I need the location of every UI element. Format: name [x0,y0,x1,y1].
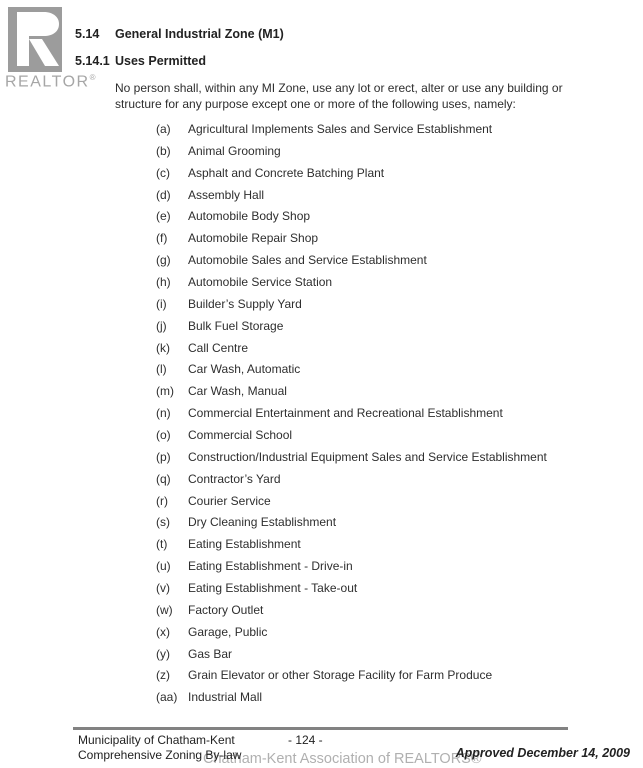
use-letter: (u) [156,559,171,574]
use-item [156,625,596,647]
use-letter: (p) [156,449,171,464]
use-item [156,297,596,319]
footer-org-line2: Comprehensive Zoning By-law [78,748,242,762]
use-label: Automobile Body Shop [188,209,311,224]
use-letter: (o) [156,428,171,443]
use-label: Construction/Industrial Equipment Sales and Service Establishment [188,449,547,464]
use-letter: (i) [156,296,167,311]
section-heading-primary [75,27,284,41]
footer-org-line1: Municipality of Chatham-Kent [78,733,235,747]
use-item [156,188,596,210]
use-letter: (a) [156,122,171,136]
use-label: Animal Grooming [188,143,281,158]
use-label: Commercial Entertainment and Recreational Establishment [188,406,503,421]
use-item [156,253,596,275]
use-letter: (s) [156,515,170,530]
use-letter: (e) [156,209,171,224]
use-item [156,384,596,406]
use-label: Automobile Repair Shop [188,231,319,246]
use-label: Industrial Mall [188,690,263,705]
realtor-r-icon [8,7,62,72]
realtor-logo-text [5,73,96,91]
use-letter: (w) [156,602,173,617]
use-letter: (aa) [156,690,178,705]
use-label: Courier Service [188,493,271,508]
use-item [156,406,596,428]
use-letter: (d) [156,187,171,202]
use-letter: (m) [156,384,174,399]
watermark-text: Chatham-Kent Association of REALTORS® [203,751,482,767]
section-number: 5.14 [75,27,100,41]
subsection-title: Uses Permitted [115,54,207,68]
page-number: - 124 - [288,733,323,747]
use-letter: (l) [156,362,167,377]
use-item [156,122,596,144]
use-label: Grain Elevator or other Storage Facility for Farm Produce [188,668,493,683]
use-letter: (c) [156,165,170,180]
use-item [156,537,596,559]
use-letter: (n) [156,406,171,421]
use-letter: (j) [156,318,167,333]
use-label: Eating Establishment - Drive-in [188,559,353,574]
use-item [156,209,596,231]
use-label: Eating Establishment [188,537,301,552]
use-letter: (b) [156,143,171,158]
use-item [156,362,596,384]
use-item [156,231,596,253]
use-label: Asphalt and Concrete Batching Plant [188,165,385,180]
use-label: Eating Establishment - Take-out [188,581,358,596]
use-item [156,166,596,188]
use-label: Builder’s Supply Yard [188,296,302,311]
use-label: Contractor’s Yard [188,471,281,486]
use-item [156,559,596,581]
use-label: Assembly Hall [188,187,265,202]
footer-divider [73,727,568,730]
use-item [156,144,596,166]
use-letter: (k) [156,340,170,355]
use-item [156,319,596,341]
use-label: Automobile Sales and Service Establishment [188,253,427,268]
use-label: Agricultural Implements Sales and Service Establishment [188,122,493,136]
use-item [156,581,596,603]
use-item [156,428,596,450]
section-heading-secondary [75,54,206,68]
use-letter: (r) [156,493,168,508]
use-letter: (x) [156,624,170,639]
use-letter: (t) [156,537,168,552]
use-label: Automobile Service Station [188,275,333,290]
intro-paragraph: No person shall, within any MI Zone, use any lot or erect, alter or use any building or structure for any purpose except one or more of the following uses, namely: [115,81,563,111]
section-title: General Industrial Zone (M1) [115,27,284,41]
use-item [156,603,596,625]
realtor-logo-word: REALTOR [5,73,90,91]
subsection-number: 5.14.1 [75,54,110,68]
use-item [156,341,596,363]
use-letter: (g) [156,253,171,268]
use-letter: (z) [156,668,170,683]
use-item [156,668,596,690]
approved-date: Approved December 14, 2009 [455,746,630,760]
use-label: Bulk Fuel Storage [188,318,284,333]
footer-org-block [78,733,241,763]
use-letter: (f) [156,231,168,246]
use-item [156,275,596,297]
use-letter: (q) [156,471,171,486]
use-label: Commercial School [188,428,293,443]
use-label: Car Wash, Manual [188,384,287,399]
use-item [156,647,596,669]
use-item [156,494,596,516]
use-label: Dry Cleaning Establishment [188,515,337,530]
registered-mark: ® [89,73,96,82]
use-label: Garage, Public [188,624,268,639]
use-label: Car Wash, Automatic [188,362,301,377]
use-label: Factory Outlet [188,602,264,617]
use-letter: (y) [156,646,170,661]
permitted-uses-list [156,122,596,712]
use-item [156,450,596,472]
use-letter: (h) [156,275,171,290]
use-item [156,472,596,494]
use-item [156,690,596,712]
use-item [156,515,596,537]
use-label: Gas Bar [188,646,233,661]
use-letter: (v) [156,581,170,596]
use-label: Call Centre [188,340,249,355]
